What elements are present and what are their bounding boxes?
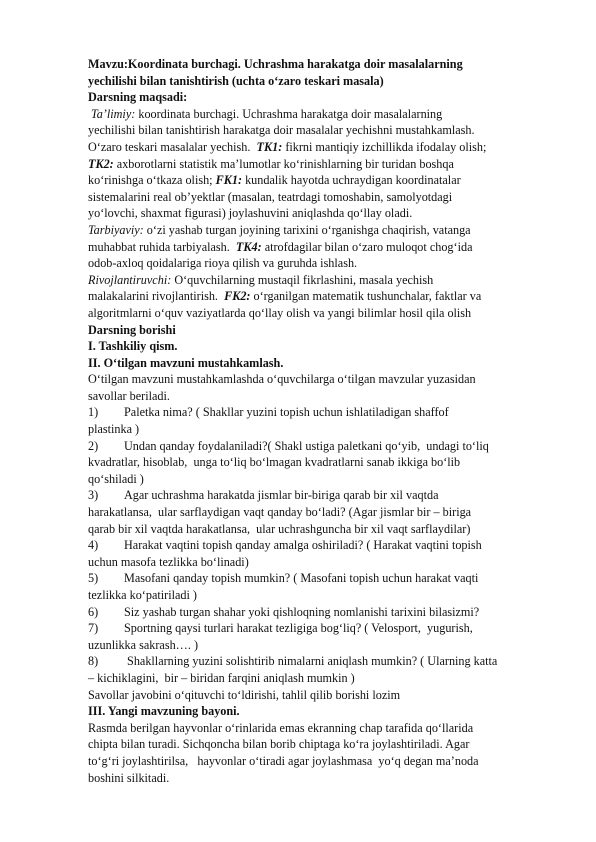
question-number: 1) <box>88 405 99 420</box>
educational-goal-line-1 <box>88 106 548 123</box>
fk2-text: o‘rganilgan matematik tushunchalar, faktlar va <box>250 289 482 304</box>
question-text: kvadratlar, hisoblab, unga to‘liq bo‘lmagan kvadratlarni sanab ikkiga bo‘lib <box>88 455 461 470</box>
developmental-goal-line-3: algoritmlarni o‘quv vaziyatlarda qo‘llay olish va yangi bilimlar hosil qila olish <box>88 305 472 320</box>
question-text: tezlikka ko‘patiriladi ) <box>88 588 197 602</box>
question-text: – kichiklagini, bir – biridan farqini aniqlash mumkin ) <box>88 670 355 685</box>
question-line <box>88 587 548 604</box>
question-line <box>88 487 548 504</box>
question-number: 6) <box>88 604 99 619</box>
question-line <box>88 471 548 488</box>
tk1-label: TK1: <box>256 139 283 154</box>
question-list <box>88 404 548 686</box>
upbringing-goal-line-2a: muhabbat ruhida tarbiyalash. <box>88 239 236 254</box>
developmental-goal-text: O‘quvchilarning mustaqil fikrlashini, masala yechish <box>171 272 434 287</box>
section-3-line-2: chipta bilan turadi. Sichqoncha bilan borib chiptaga ko‘ra joylashtiriladi. Agar <box>88 737 470 752</box>
question-text: harakatlansa, ular sarflaydigan vaqt qanday bo‘ladi? (Agar jismlar bir – biriga <box>88 505 472 520</box>
educational-goal-line-3a: O‘zaro teskari masalalar yechish. <box>88 139 257 154</box>
question-line <box>88 554 548 571</box>
question-text: Paletka nima? ( Shakllar yuzini topish uchun ishlatiladigan shaffof <box>124 405 449 420</box>
section-3-line-4: boshini silkitadi. <box>88 770 170 785</box>
question-line <box>88 438 548 455</box>
question-text: uchun masofa tezlikka bo‘linadi) <box>88 554 249 569</box>
document-page <box>88 56 548 786</box>
goal-heading: Darsning maqsadi: <box>88 90 188 105</box>
section-2-heading: II. O‘tilgan mavzuni mustahkamlash. <box>88 355 284 370</box>
question-line <box>88 604 548 621</box>
educational-goal-label: Ta’limiy: <box>91 106 136 121</box>
question-number: 5) <box>88 571 99 586</box>
question-text: qarab bir xil vaqtda harakatlansa, ular uchrashguncha bir xil vaqt sarflaydilar) <box>88 521 471 536</box>
tk2-line-2 <box>88 172 548 189</box>
question-line <box>88 570 548 587</box>
question-line <box>88 670 548 687</box>
question-line <box>88 637 548 654</box>
educational-goal-line-2: yechilishi bilan tanishtirish harakatga doir masalalar yechishni mustahkamlash. <box>88 123 475 138</box>
tk2-line-1 <box>88 156 548 173</box>
developmental-goal-label: Rivojlantiruvchi: <box>88 272 172 287</box>
section-2-intro-line-1: O‘tilgan mavzuni mustahkamlashda o‘quvchilarga o‘tilgan mavzular yuzasidan <box>88 372 476 387</box>
question-line <box>88 521 548 538</box>
question-number: 4) <box>88 538 99 553</box>
question-number: 7) <box>88 621 99 636</box>
question-text: plastinka ) <box>88 422 140 437</box>
question-number: 2) <box>88 438 99 453</box>
document-title-line-2: yechilishi bilan tanishtirish (uchta o‘zaro teskari masala) <box>88 73 384 88</box>
question-line <box>88 454 548 471</box>
fk1-text: kundalik hayotda uchraydigan koordinatalar <box>242 173 461 188</box>
question-number: 8) <box>88 654 99 669</box>
section-3-line-3: to‘g‘ri joylashtirilsa, hayvonlar o‘tiradi agar joylashmasa yo‘q degan ma’noda <box>88 753 479 768</box>
question-text: Shakllarning yuzini solishtirib nimalarni aniqlash mumkin? ( Ularning katta <box>124 654 498 669</box>
question-text: qo‘shiladi ) <box>88 471 144 486</box>
question-line <box>88 653 548 670</box>
upbringing-goal-line-2 <box>88 239 548 256</box>
developmental-goal-line-2a: malakalarini rivojlantirish. <box>88 289 225 304</box>
fk1-line-2: sistemalarini real ob’yektlar (masalan, teatrdagi tomoshabin, samolyotdagi <box>88 189 453 204</box>
section-2-intro-line-2: savollar beriladi. <box>88 388 170 403</box>
question-text: Harakat vaqtini topish qanday amalga oshiriladi? ( Harakat vaqtini topish <box>124 538 482 553</box>
upbringing-goal-text: o‘zi yashab turgan joyining tarixini o‘rganishga chaqirish, vatanga <box>143 222 471 237</box>
upbringing-goal-line-3: odob-axloq qoidalariga rioya qilish va guruhda ishlash. <box>88 256 358 271</box>
document-title-line-1: Mavzu:Koordinata burchagi. Uchrashma harakatga doir masalalarning <box>88 57 463 71</box>
question-text: uzunlikka sakrash…. ) <box>88 637 198 652</box>
tk4-text: atrofdagilar bilan o‘zaro muloqot chog‘ida <box>261 239 473 254</box>
question-line <box>88 404 548 421</box>
question-text: Masofani qanday topish mumkin? ( Masofani topish uchun harakat vaqti <box>124 571 479 586</box>
lesson-flow-heading: Darsning borishi <box>88 322 176 337</box>
tk2-text: axborotlarni statistik ma’lumotlar ko‘rinishlarning bir turidan boshqa <box>113 156 454 171</box>
tk4-label: TK4: <box>235 239 262 254</box>
question-text: Undan qanday foydalaniladi?( Shakl ustiga paletkani qo‘yib, undagi to‘liq <box>124 438 489 453</box>
answers-note: Savollar javobini o‘qituvchi to‘ldirishi, tahlil qilib borishi lozim <box>88 687 401 702</box>
question-number: 3) <box>88 488 99 503</box>
section-1-heading: I. Tashkiliy qism. <box>88 339 178 354</box>
tk2-label: TK2: <box>88 156 114 171</box>
section-3-line-1: Rasmda berilgan hayvonlar o‘rinlarida emas ekranning chap tarafida qo‘llarida <box>88 720 474 735</box>
question-line <box>88 537 548 554</box>
question-line <box>88 421 548 438</box>
question-line <box>88 504 548 521</box>
fk1-label: FK1: <box>215 173 243 188</box>
fk1-line-3: yo‘lovchi, shaxmat figurasi) joylashuvini aniqlashda qo‘llay oladi. <box>88 206 413 221</box>
question-text: Agar uchrashma harakatda jismlar bir-biriga qarab bir xil vaqtda <box>124 488 439 503</box>
question-text: Siz yashab turgan shahar yoki qishloqning nomlanishi tarixini bilasizmi? <box>124 604 480 619</box>
educational-goal-text: koordinata burchagi. Uchrashma harakatga doir masalalarning <box>135 106 443 121</box>
question-text: Sportning qaysi turlari harakat tezligiga bog‘liq? ( Velosport, yugurish, <box>124 621 473 636</box>
tk2-line-2a: ko‘rinishga o‘tkaza olish; <box>88 173 216 188</box>
upbringing-goal-label: Tarbiyaviy: <box>88 222 144 237</box>
developmental-goal-line-1 <box>88 272 548 289</box>
developmental-goal-line-2 <box>88 288 548 305</box>
upbringing-goal-line-1 <box>88 222 548 239</box>
question-line <box>88 620 548 637</box>
fk2-label: FK2: <box>224 289 251 304</box>
educational-goal-line-3 <box>88 139 548 156</box>
tk1-text: fikrni mantiqiy izchillikda ifodalay olish; <box>282 139 487 154</box>
section-3-heading: III. Yangi mavzuning bayoni. <box>88 704 240 719</box>
